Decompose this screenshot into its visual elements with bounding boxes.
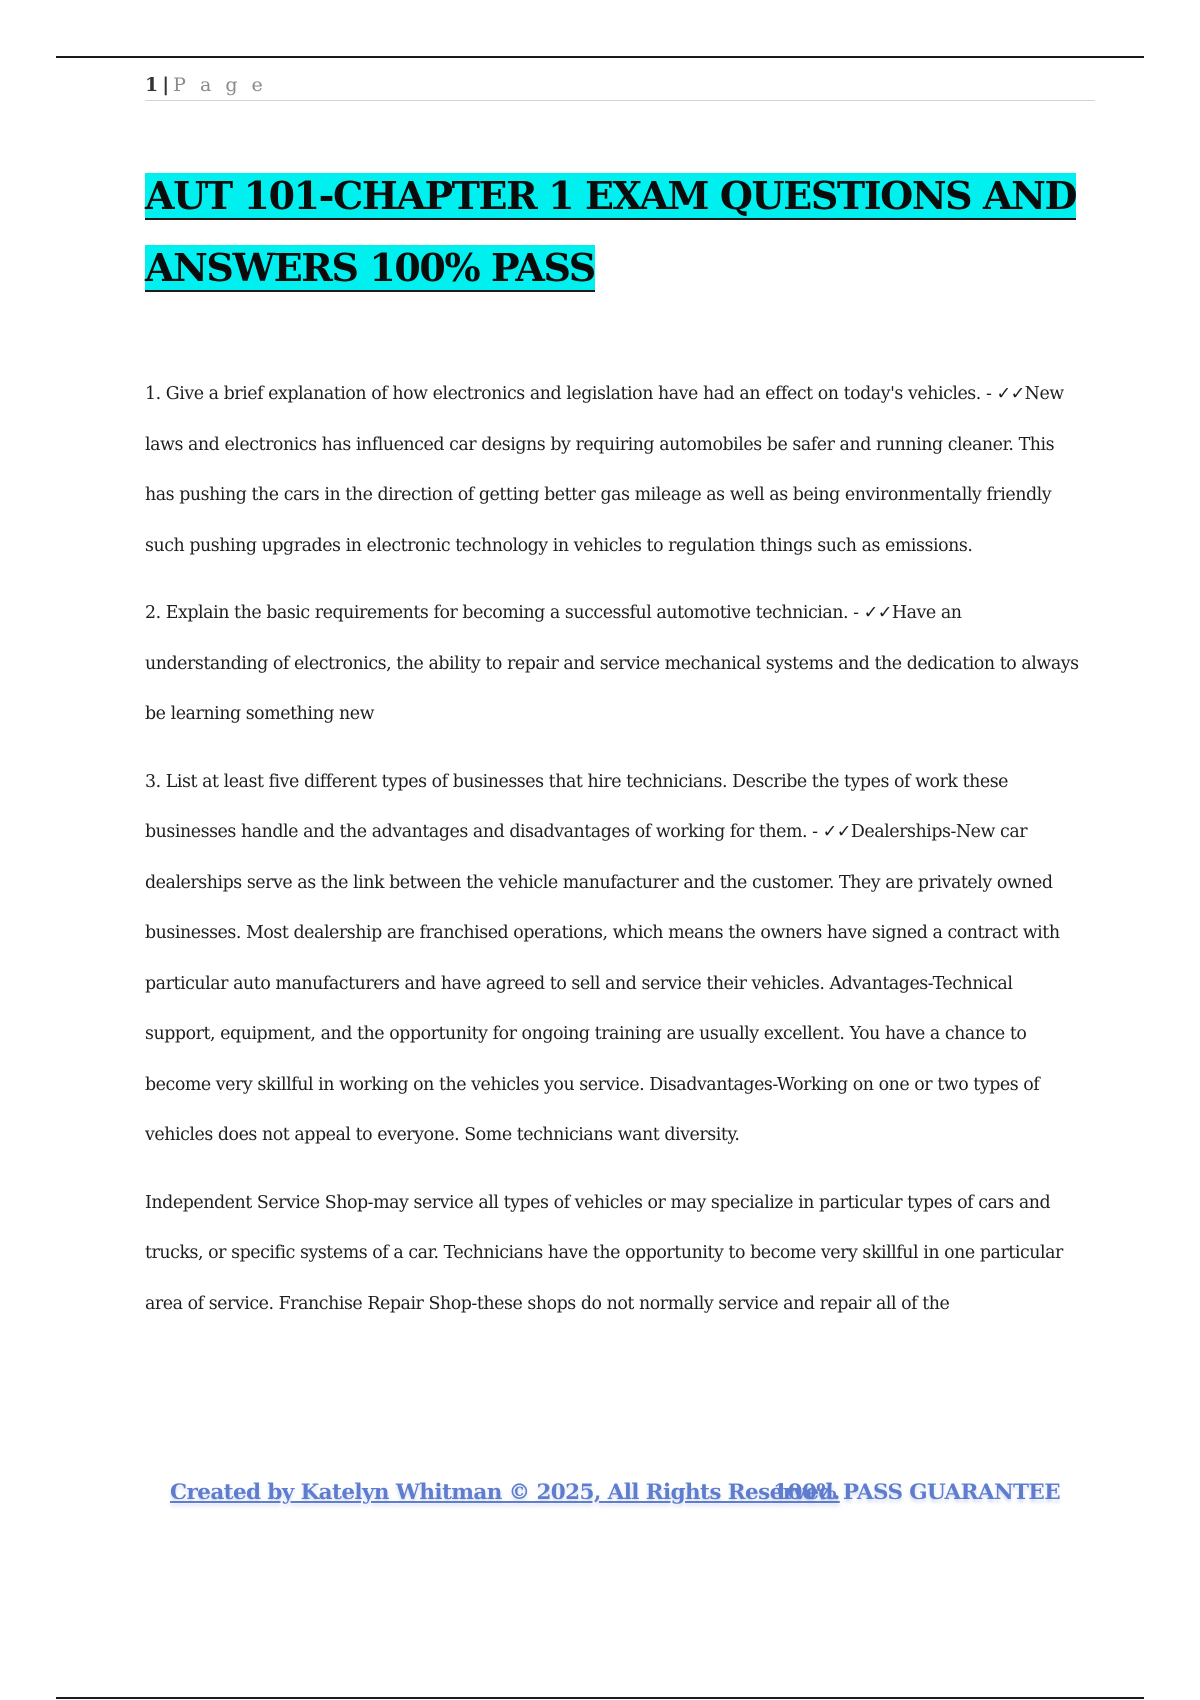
- bottom-rule: [56, 1697, 1144, 1699]
- document-body: [145, 369, 1085, 1346]
- page-footer: [170, 1480, 1060, 1520]
- document-title-text: AUT 101-CHAPTER 1 EXAM QUESTIONS AND ANSWERS 100% PASS: [145, 173, 1076, 290]
- page-separator: |: [162, 74, 170, 96]
- top-rule: [56, 56, 1144, 58]
- paragraph-question-3: 3. List at least five different types of businesses that hire technicians. Describe the types of work these businesses handle and the advantages and disadvantages of working for them. - ✓✓Dealerships-New car dealerships serve as the link between the vehicle manufacturer and the customer. They are privately owned businesses. Most dealership are franchised operations, which means the owners have signed a contract with particular auto manufacturers and have agreed to sell and service their vehicles. Advantages-Technical support, equipment, and the opportunity for ongoing training are usually excellent. You have a chance to become very skillful in working on the vehicles you service. Disadvantages-Working on one or two types of vehicles does not appeal to everyone. Some technicians want diversity.: [145, 771, 1060, 1145]
- document-title: [145, 160, 1105, 304]
- footer-guarantee: 100% PASS GUARANTEE: [773, 1480, 1060, 1505]
- page-header: [145, 72, 1095, 101]
- paragraph-question-2: 2. Explain the basic requirements for becoming a successful automotive technician. - ✓✓Have an understanding of electronics, the ability to repair and service mechanical systems and the dedication to always be learning something new: [145, 603, 1079, 724]
- page-word: P a g e: [173, 74, 267, 96]
- paragraph-question-3-continued: Independent Service Shop-may service all types of vehicles or may specialize in particular types of cars and trucks, or specific systems of a car. Technicians have the opportunity to become very skillful in one particular area of service. Franchise Repair Shop-these shops do not normally service and repair all of the: [145, 1192, 1063, 1314]
- footer-copyright: Created by Katelyn Whitman © 2025, All Rights Reserved.: [170, 1480, 840, 1505]
- page-number: 1: [145, 74, 159, 96]
- paragraph-question-1: 1. Give a brief explanation of how electronics and legislation have had an effect on today's vehicles. - ✓✓New laws and electronics has influenced car designs by requiring automobiles be safer and running cleaner. This has pushing the cars in the direction of getting better gas mileage as well as being environmentally friendly such pushing upgrades in electronic technology in vehicles to regulation things such as emissions.: [145, 384, 1064, 556]
